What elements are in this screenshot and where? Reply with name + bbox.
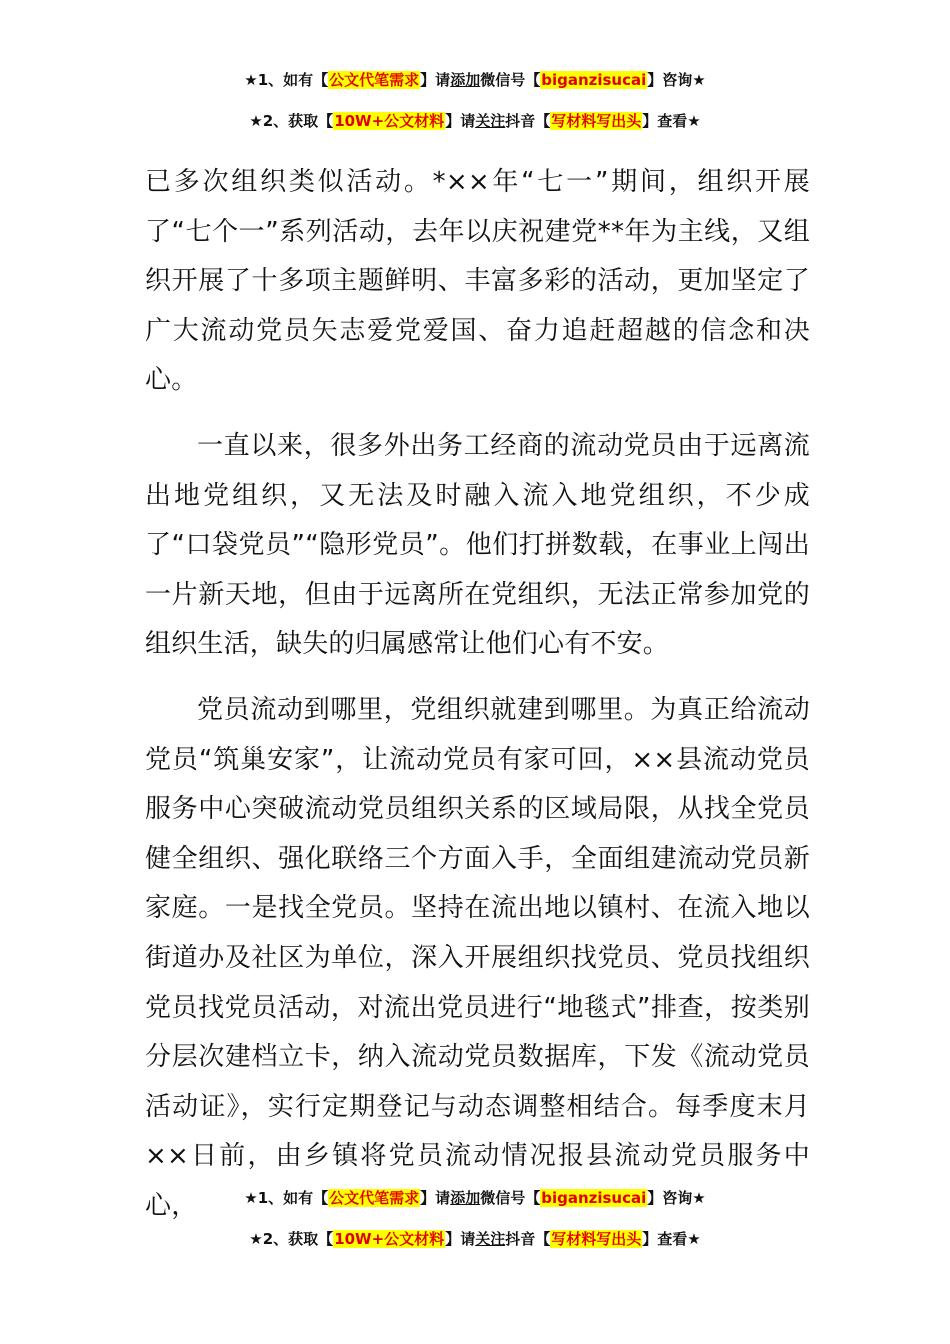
promo-text: 】咨询★ — [647, 1189, 706, 1207]
promo-text: 】咨询★ — [647, 71, 706, 89]
promo-underlined-text: 添加 — [450, 71, 481, 89]
promo-douyin-id: 写材料写出头 — [551, 1230, 642, 1248]
paragraph-2: 一直以来，很多外出务工经商的流动党员由于远离流出地党组织，又无法及时融入流入地党组织，不少成了“口袋党员”“隐形党员”。他们打拼数载，在事业上闯出一片新天地，但由于远离所在党组织，无法正常参加党的组织生活，缺失的归属感常让他们心有不安。 — [145, 430, 810, 660]
promo-highlight: 公文代笔需求 — [329, 1189, 420, 1207]
promo-text: ★2、获取【 — [249, 112, 334, 130]
promo-highlight: 10W+公文材料 — [334, 112, 445, 130]
promo-text: 】查看★ — [642, 112, 701, 130]
promo-text: 微信号【 — [480, 1189, 541, 1207]
promo-text: 】请 — [445, 112, 476, 130]
promo-underlined-text: 添加 — [450, 1189, 481, 1207]
promo-text: 】请 — [420, 71, 451, 89]
header-promo-line-2 — [0, 109, 950, 133]
header-promo-line-1 — [0, 68, 950, 92]
promo-text: 】请 — [445, 1230, 476, 1248]
promo-wechat-id: biganzisucai — [541, 1189, 647, 1207]
promo-text: 】请 — [420, 1189, 451, 1207]
footer-promo-line-1 — [0, 1186, 950, 1210]
promo-text: 抖音【 — [505, 112, 551, 130]
promo-underlined-text: 关注 — [475, 112, 506, 130]
document-body — [145, 158, 810, 1231]
promo-text: ★1、如有【 — [244, 1189, 329, 1207]
promo-text: ★1、如有【 — [244, 71, 329, 89]
promo-wechat-id: biganzisucai — [541, 71, 647, 89]
promo-text: ★2、获取【 — [249, 1230, 334, 1248]
promo-highlight: 10W+公文材料 — [334, 1230, 445, 1248]
promo-underlined-text: 关注 — [475, 1230, 506, 1248]
promo-text: 微信号【 — [480, 71, 541, 89]
promo-text: 】查看★ — [642, 1230, 701, 1248]
footer-promo-line-2 — [0, 1227, 950, 1251]
promo-text: 抖音【 — [505, 1230, 551, 1248]
promo-highlight: 公文代笔需求 — [329, 71, 420, 89]
paragraph-1: 已多次组织类似活动。*××年“七一”期间，组织开展了“七个一”系列活动，去年以庆祝建党**年为主线，又组织开展了十多项主题鲜明、丰富多彩的活动，更加坚定了广大流动党员矢志爱党爱国、奋力追赶超越的信念和决心。 — [145, 167, 810, 396]
paragraph-3: 党员流动到哪里，党组织就建到哪里。为真正给流动党员“筑巢安家”，让流动党员有家可回，××县流动党员服务中心突破流动党员组织关系的区域局限，从找全党员健全组织、强化联络三个方面入手，全面组建流动党员新家庭。一是找全党员。坚持在流出地以镇村、在流入地以街道办及社区为单位，深入开展组织找党员、党员找组织党员找党员活动，对流出党员进行“地毯式”排查，按类别分层次建档立卡，纳入流动党员数据库，下发《流动党员活动证》，实行定期登记与动态调整相结合。每季度末月××日前，由乡镇将党员流动情况报县流动党员服务中心， — [145, 694, 810, 1221]
promo-douyin-id: 写材料写出头 — [551, 112, 642, 130]
